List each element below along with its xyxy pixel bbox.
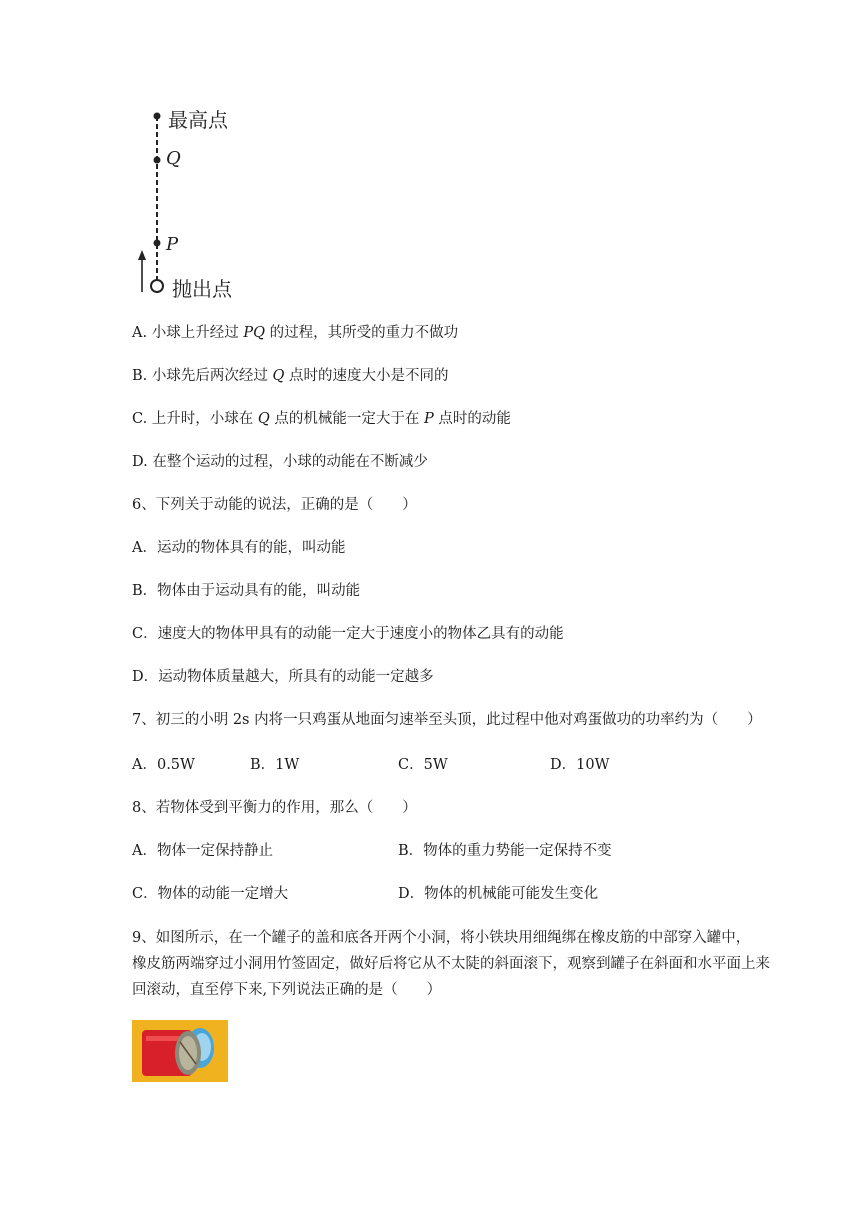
q9-line-2: 橡皮筋两端穿过小洞用竹签固定，做好后将它从不太陡的斜面滚下，观察到罐子在斜面和水平面上来 xyxy=(132,956,770,972)
q7-option-b: B．1W xyxy=(250,757,300,773)
q8-stem: 8、若物体受到平衡力的作用，那么（ ） xyxy=(132,800,417,816)
q6-option-d: D．运动物体质量越大，所具有的动能一定越多 xyxy=(132,669,434,685)
q7-stem: 7、初三的小明 2s 内将一只鸡蛋从地面匀速举至头顶，此过程中他对鸡蛋做功的功率约为（ ） xyxy=(132,712,762,728)
rolling-can-photo xyxy=(132,1020,228,1082)
q6-stem: 6、下列关于动能的说法，正确的是（ ） xyxy=(132,497,417,513)
p-point-dot xyxy=(154,240,161,247)
q8-option-b: B．物体的重力势能一定保持不变 xyxy=(398,843,612,859)
q7-option-c: C．5W xyxy=(398,757,448,773)
option-letter: D. xyxy=(132,454,148,470)
option-text: 的过程，其所受的重力不做功 xyxy=(264,325,459,341)
q9-line-1: 9、如图所示，在一个罐子的盖和底各开两个小洞，将小铁块用细绳绑在橡皮筋的中部穿入罐中， xyxy=(132,930,751,946)
q-point-dot xyxy=(154,157,161,164)
option-letter: C. xyxy=(132,411,148,427)
q7-option-a: A．0.5W xyxy=(132,757,195,773)
q6-option-a: A．运动的物体具有的能，叫动能 xyxy=(132,540,346,556)
option-text: 点的机械能一定大于在 xyxy=(269,411,425,427)
q6-option-c: C．速度大的物体甲具有的动能一定大于速度小的物体乙具有的动能 xyxy=(132,626,564,642)
q8-option-a: A．物体一定保持静止 xyxy=(132,843,273,859)
label-launch-point: 抛出点 xyxy=(172,277,232,301)
q9-line-3: 回滚动，直至停下来,下列说法正确的是（ ） xyxy=(132,982,442,998)
option-var: Q xyxy=(272,368,285,384)
option-var: P xyxy=(424,411,434,427)
option-letter: A. xyxy=(132,325,148,341)
option-text: 小球上升经过 xyxy=(151,325,244,341)
launch-point-ball xyxy=(151,280,163,292)
q5-option-d xyxy=(132,452,428,472)
option-var: PQ xyxy=(243,325,265,341)
highest-point-dot xyxy=(154,113,161,120)
q8-option-d: D．物体的机械能可能发生变化 xyxy=(398,886,599,902)
label-q: Q xyxy=(166,148,181,169)
option-letter: B. xyxy=(132,368,148,384)
option-text: 上升时，小球在 xyxy=(151,411,258,427)
option-text: 小球先后两次经过 xyxy=(151,368,273,384)
option-text: 点时的动能 xyxy=(433,411,511,427)
option-var: Q xyxy=(257,411,270,427)
q5-option-a xyxy=(132,323,458,343)
option-text: 点时的速度大小是不同的 xyxy=(284,368,449,384)
q5-option-c xyxy=(132,409,511,429)
label-p: P xyxy=(166,234,179,255)
option-text: 在整个运动的过程，小球的动能在不断减少 xyxy=(152,454,428,470)
q5-option-b xyxy=(132,366,448,386)
label-highest-point: 最高点 xyxy=(168,108,228,132)
q8-option-c: C．物体的动能一定增大 xyxy=(132,886,289,902)
q6-option-b: B．物体由于运动具有的能，叫动能 xyxy=(132,583,361,599)
upward-arrow-head xyxy=(138,250,146,260)
q7-option-d: D．10W xyxy=(550,757,610,773)
